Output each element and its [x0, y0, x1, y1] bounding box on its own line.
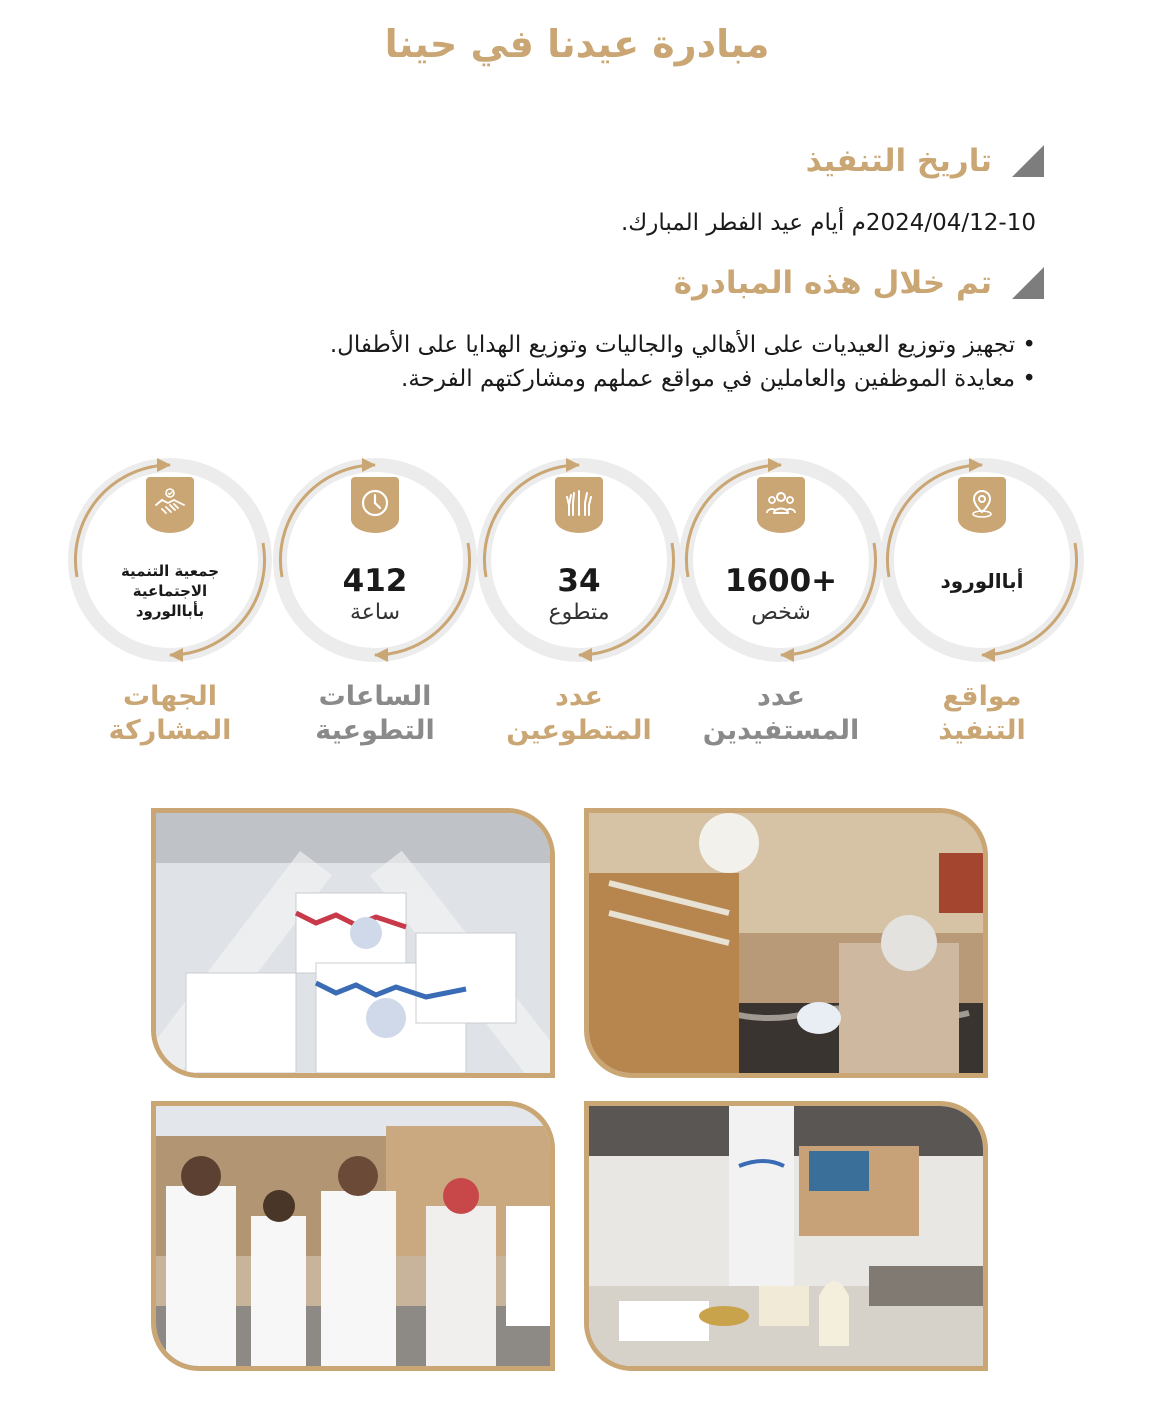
photo-eid-hospitality-table-icon — [584, 1101, 988, 1371]
caption-hours — [270, 680, 480, 748]
caption-line: المستفيدين — [702, 715, 860, 746]
caption-line: الجهات — [123, 681, 217, 712]
triangle-marker-icon — [1012, 267, 1044, 299]
caption-line: التنفيذ — [938, 715, 1026, 746]
volunteers-unit: متطوع — [548, 600, 610, 625]
caption-line: التطوعية — [315, 715, 435, 746]
caption-beneficiaries — [676, 680, 886, 748]
partner-org-line: جمعية التنمية — [120, 562, 220, 580]
location-value: أباالورود — [940, 569, 1024, 593]
clock-icon — [351, 477, 399, 533]
caption-line: عدد — [757, 681, 805, 712]
photo-volunteer-giving-gift-icon — [584, 808, 988, 1078]
date-text: 2024/04/12-10م أيام عيد الفطر المبارك. — [620, 210, 1036, 236]
page-title: مبادرة عيدنا في حينا — [384, 22, 770, 66]
volunteers-value: 34 — [557, 563, 601, 599]
caption-line: المتطوعين — [506, 715, 652, 746]
beneficiaries-value: 1600+ — [724, 563, 838, 599]
partner-org-line: بأباالورود — [135, 602, 205, 620]
location-pin-icon — [958, 477, 1006, 533]
hours-unit: ساعة — [349, 600, 401, 625]
caption-partners — [65, 680, 275, 748]
beneficiaries-unit: شخص — [751, 600, 811, 625]
date-heading-text: تاريخ التنفيذ — [805, 143, 992, 179]
stat-hours — [270, 455, 480, 665]
stat-partners — [65, 455, 275, 665]
partner-org-line: الاجتماعية — [132, 582, 208, 600]
raised-hands-icon — [555, 477, 603, 533]
partner-org-name — [95, 561, 245, 621]
stat-volunteers — [474, 455, 684, 665]
caption-line: مواقع — [942, 681, 1022, 712]
list-item: • معايدة الموظفين والعاملين في مواقع عملهم ومشاركتهم الفرحة. — [330, 362, 1036, 396]
people-group-icon — [757, 477, 805, 533]
caption-line: عدد — [555, 681, 603, 712]
caption-volunteers — [474, 680, 684, 748]
caption-line: المشاركة — [108, 715, 232, 746]
triangle-marker-icon — [1012, 145, 1044, 177]
activities-heading-text: تم خلال هذه المبادرة — [673, 265, 992, 301]
list-item: • تجهيز وتوزيع العيديات على الأهالي والجاليات وتوزيع الهدايا على الأطفال. — [330, 328, 1036, 362]
caption-location — [877, 680, 1087, 748]
activities-heading — [674, 265, 1044, 301]
stat-location — [877, 455, 1087, 665]
caption-line: الساعات — [318, 681, 432, 712]
photo-volunteers-group-icon — [151, 1101, 555, 1371]
date-heading — [806, 143, 1044, 179]
photo-gift-boxes-icon — [151, 808, 555, 1078]
handshake-icon — [146, 477, 194, 533]
activities-list — [330, 328, 1036, 396]
hours-value: 412 — [342, 563, 408, 599]
stat-beneficiaries — [676, 455, 886, 665]
